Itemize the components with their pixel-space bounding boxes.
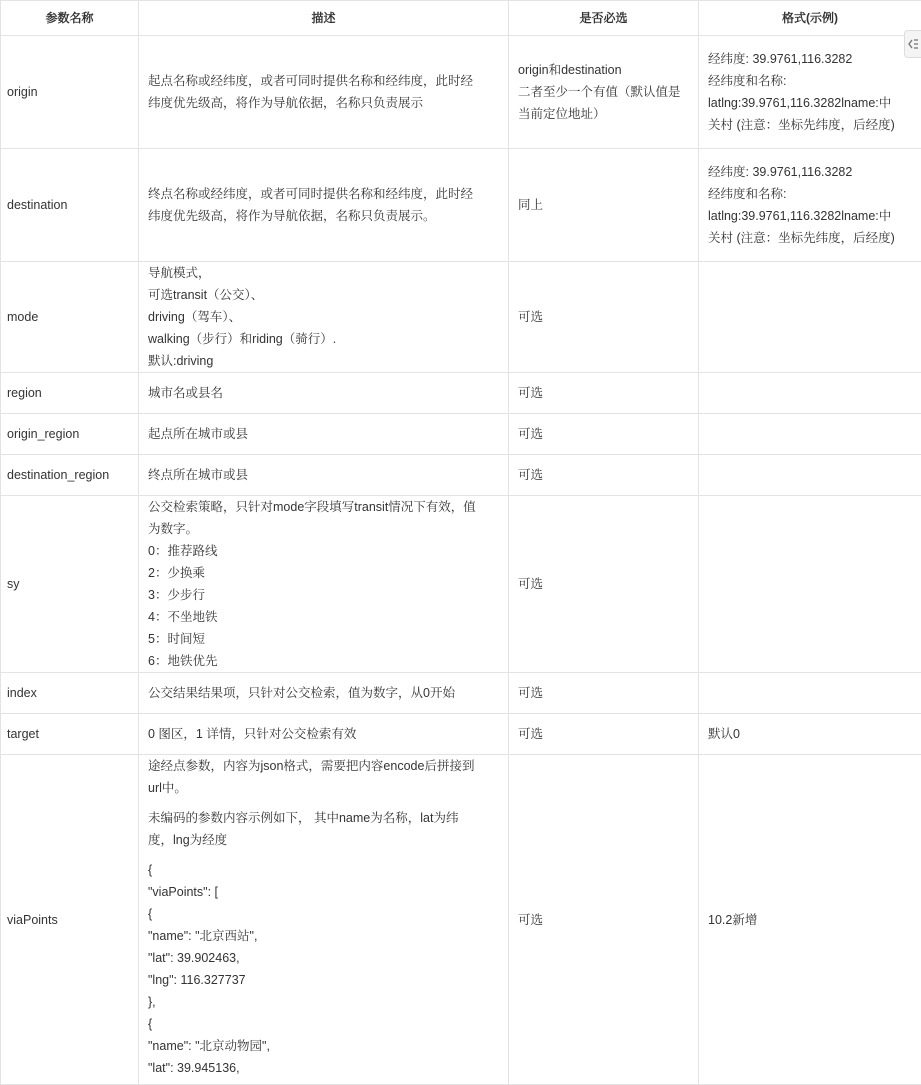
param-name: origin	[1, 36, 139, 149]
param-required-line: 可选	[518, 573, 689, 595]
param-required-line: 可选	[518, 723, 689, 745]
table-row	[1, 455, 921, 496]
param-description-line: 4：不坐地铁	[148, 606, 499, 628]
param-description-line: 公交结果结果项，只针对公交检索，值为数字，从0开始	[148, 682, 499, 704]
param-description-line: "lat": 39.902463,	[148, 947, 499, 969]
param-description	[139, 36, 509, 149]
param-required	[509, 496, 699, 673]
param-format	[699, 149, 921, 262]
param-format-line: 经纬度: 39.9761,116.3282	[708, 48, 912, 70]
table-row	[1, 373, 921, 414]
table-row	[1, 414, 921, 455]
param-description-line: 6：地铁优先	[148, 650, 499, 672]
param-format-line: 关村 (注意：坐标先纬度，后经度)	[708, 227, 912, 249]
param-required-line: origin和destination	[518, 59, 689, 81]
param-description-line: 纬度优先级高，将作为导航依据，名称只负责展示	[148, 92, 499, 114]
header-name: 参数名称	[1, 1, 139, 36]
param-format-line: latlng:39.9761,116.3282lname:中	[708, 205, 912, 227]
param-description-line: driving（驾车）、	[148, 306, 499, 328]
header-description: 描述	[139, 1, 509, 36]
param-description-line: 导航模式，	[148, 262, 499, 284]
param-format-line: 默认0	[708, 723, 912, 745]
param-name: destination_region	[1, 455, 139, 496]
param-description-line: 度，lng为经度	[148, 829, 499, 851]
param-format	[699, 36, 921, 149]
param-description-line: 3：少步行	[148, 584, 499, 606]
param-format	[699, 673, 921, 714]
param-format-line: latlng:39.9761,116.3282lname:中	[708, 92, 912, 114]
table-row	[1, 262, 921, 373]
param-description	[139, 496, 509, 673]
param-description-line: 0 图区，1 详情，只针对公交检索有效	[148, 723, 499, 745]
param-required	[509, 414, 699, 455]
collapse-panel-icon	[908, 38, 918, 50]
param-required-line: 同上	[518, 194, 689, 216]
param-description	[139, 262, 509, 373]
param-format	[699, 373, 921, 414]
param-required	[509, 714, 699, 755]
param-description	[139, 673, 509, 714]
param-description-line: 可选transit（公交）、	[148, 284, 499, 306]
param-format	[699, 414, 921, 455]
param-description-line: {	[148, 903, 499, 925]
param-format-line: 经纬度: 39.9761,116.3282	[708, 161, 912, 183]
param-description	[139, 455, 509, 496]
param-description-line: 0：推荐路线	[148, 540, 499, 562]
param-description-line: "lng": 116.327737	[148, 969, 499, 991]
param-description-line: 城市名或县名	[148, 382, 499, 404]
param-description-line: "name": "北京西站",	[148, 925, 499, 947]
param-required	[509, 373, 699, 414]
paragraph-gap	[148, 851, 499, 859]
param-description	[139, 149, 509, 262]
param-name: destination	[1, 149, 139, 262]
param-format-line: 10.2新增	[708, 909, 912, 931]
param-format	[699, 262, 921, 373]
param-format-line: 关村 (注意：坐标先纬度，后经度)	[708, 114, 912, 136]
param-required-line: 当前定位地址）	[518, 103, 689, 125]
param-required-line: 二者至少一个有值（默认值是	[518, 81, 689, 103]
table-row	[1, 149, 921, 262]
param-required-line: 可选	[518, 464, 689, 486]
param-required	[509, 755, 699, 1085]
table-row	[1, 496, 921, 673]
param-name: region	[1, 373, 139, 414]
param-description-line: 终点名称或经纬度，或者可同时提供名称和经纬度，此时经	[148, 183, 499, 205]
table-row	[1, 714, 921, 755]
param-description-line: {	[148, 859, 499, 881]
header-format: 格式(示例)	[699, 1, 921, 36]
param-format-line: 经纬度和名称:	[708, 70, 912, 92]
param-description	[139, 373, 509, 414]
param-description-line: 起点名称或经纬度，或者可同时提供名称和经纬度，此时经	[148, 70, 499, 92]
param-description-line: 5：时间短	[148, 628, 499, 650]
param-description-line: walking（步行）和riding（骑行）.	[148, 328, 499, 350]
param-required	[509, 673, 699, 714]
param-description-line: 起点所在城市或县	[148, 423, 499, 445]
param-description-line: 途经点参数，内容为json格式，需要把内容encode后拼接到	[148, 755, 499, 777]
param-description-line: 终点所在城市或县	[148, 464, 499, 486]
param-required	[509, 455, 699, 496]
param-description-line: 2：少换乘	[148, 562, 499, 584]
param-description-line: 纬度优先级高，将作为导航依据，名称只负责展示。	[148, 205, 499, 227]
param-format	[699, 496, 921, 673]
param-format-line: 经纬度和名称:	[708, 183, 912, 205]
param-description	[139, 714, 509, 755]
param-description-line: "lat": 39.945136,	[148, 1057, 499, 1079]
param-name: target	[1, 714, 139, 755]
side-panel-toggle[interactable]	[904, 30, 921, 58]
param-required-line: 可选	[518, 306, 689, 328]
param-required-line: 可选	[518, 423, 689, 445]
param-name: viaPoints	[1, 755, 139, 1085]
param-format	[699, 714, 921, 755]
param-format	[699, 455, 921, 496]
param-description-line: {	[148, 1013, 499, 1035]
param-name: mode	[1, 262, 139, 373]
param-description-line: url中。	[148, 777, 499, 799]
param-required	[509, 149, 699, 262]
param-required-line: 可选	[518, 382, 689, 404]
param-required	[509, 36, 699, 149]
param-name: origin_region	[1, 414, 139, 455]
param-description	[139, 414, 509, 455]
param-required-line: 可选	[518, 909, 689, 931]
table-row	[1, 673, 921, 714]
param-name: index	[1, 673, 139, 714]
param-description	[139, 755, 509, 1085]
param-required-line: 可选	[518, 682, 689, 704]
header-required: 是否必选	[509, 1, 699, 36]
param-description-line: "viaPoints": [	[148, 881, 499, 903]
param-description-line: "name": "北京动物园",	[148, 1035, 499, 1057]
param-name: sy	[1, 496, 139, 673]
table-row	[1, 755, 921, 1085]
param-required	[509, 262, 699, 373]
param-description-line: 未编码的参数内容示例如下， 其中name为名称，lat为纬	[148, 807, 499, 829]
table-row	[1, 36, 921, 149]
param-description-line: 公交检索策略，只针对mode字段填写transit情况下有效，值	[148, 496, 499, 518]
paragraph-gap	[148, 799, 499, 807]
param-description-line: },	[148, 991, 499, 1013]
param-description-line: 为数字。	[148, 518, 499, 540]
param-description-line: 默认:driving	[148, 350, 499, 372]
table-header-row	[1, 1, 921, 36]
param-format	[699, 755, 921, 1085]
